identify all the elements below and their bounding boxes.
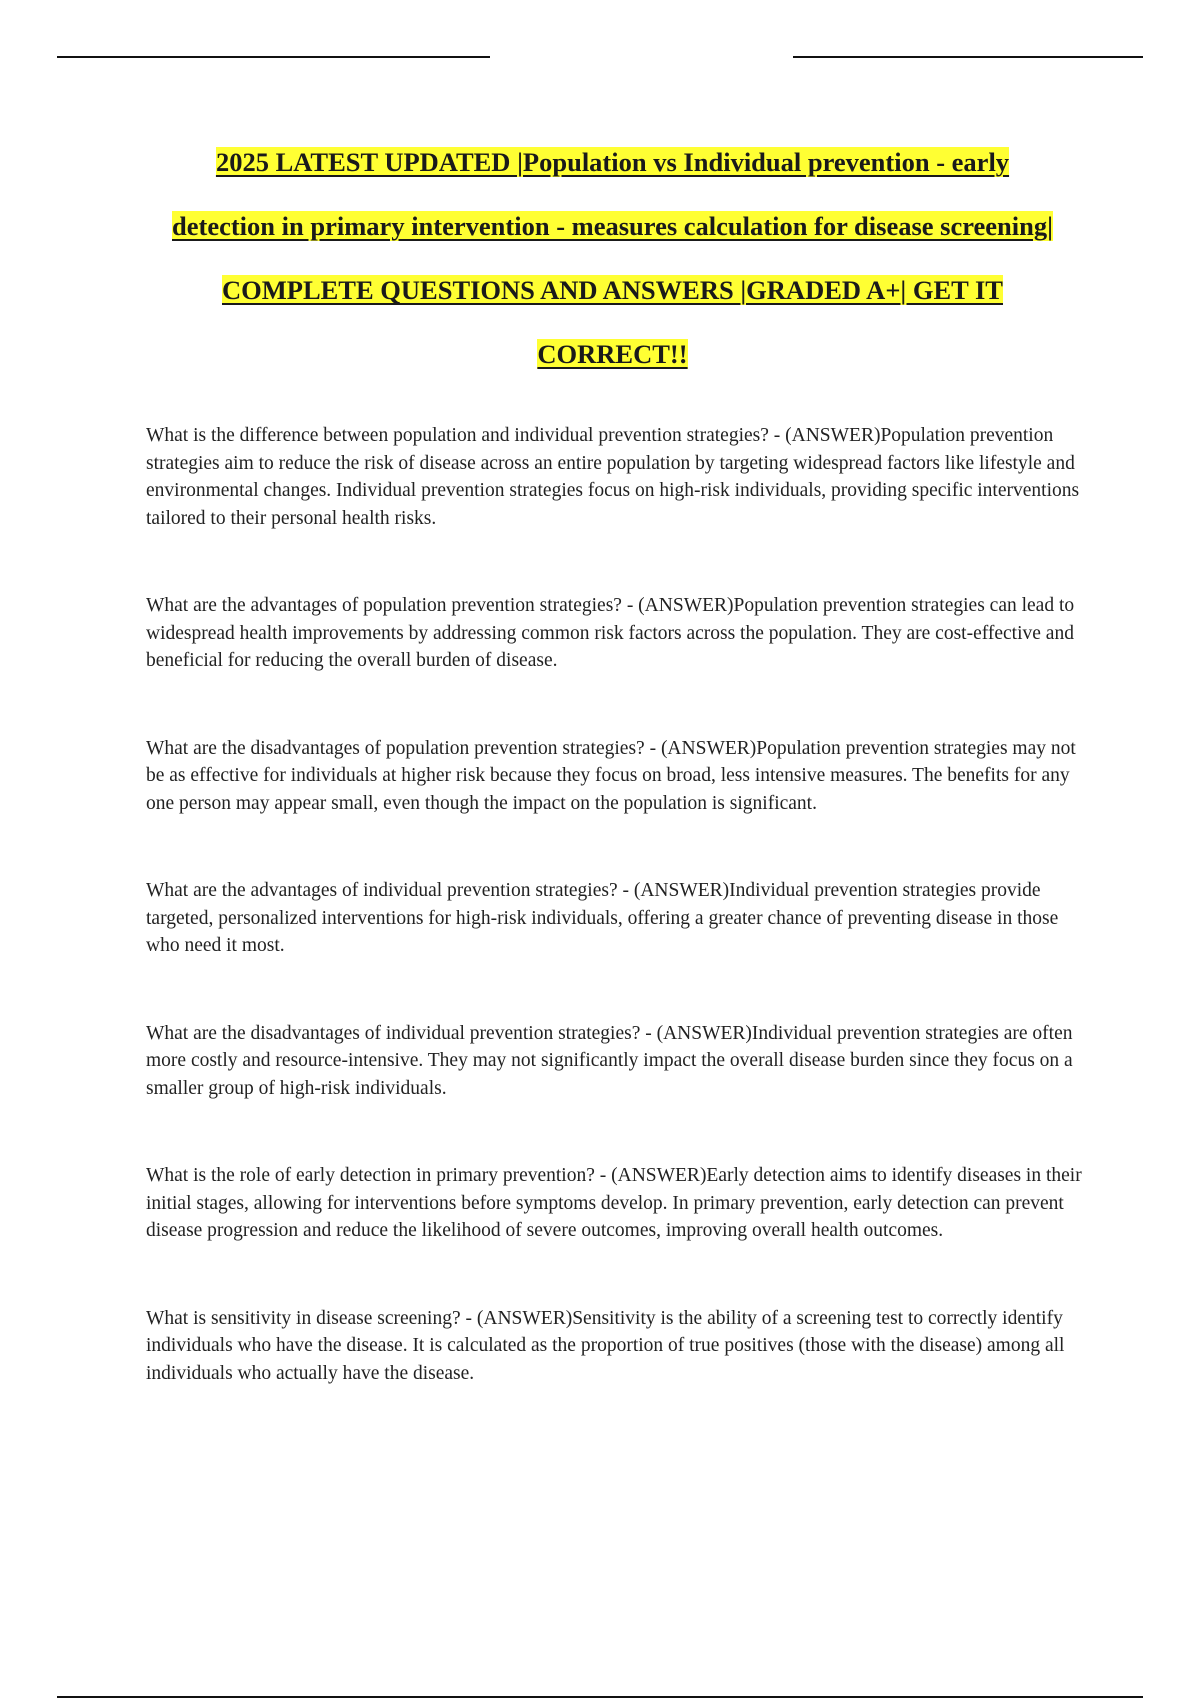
- footer-rule: [57, 1696, 1143, 1698]
- title-line-text: CORRECT!!: [537, 339, 688, 369]
- qa-item: What is the role of early detection in primary prevention? - (ANSWER)Early detection aims to identify diseases in their initial stages, allowing for interventions before symptoms develop. In primary prevention, early detection can prevent disease progression and reduce the likelihood of severe outcomes, improving overall health outcomes.: [146, 1165, 1082, 1241]
- title-line-text: detection in primary intervention - measures calculation for disease screening|: [172, 211, 1053, 241]
- qa-item: What is sensitivity in disease screening? - (ANSWER)Sensitivity is the ability of a screening test to correctly identify individuals who have the disease. It is calculated as the proportion of true positives (those with the disease) among all individuals who actually have the disease.: [146, 1307, 1065, 1384]
- header-rule-right: [793, 56, 1143, 58]
- header-rule-left: [57, 56, 490, 58]
- qa-item: What are the disadvantages of individual prevention strategies? - (ANSWER)Individual prevention strategies are often more costly and resource-intensive. They may not significantly impact the overall disease burden since they focus on a smaller group of high-risk individuals.: [146, 1022, 1073, 1099]
- qa-item: What are the advantages of individual prevention strategies? - (ANSWER)Individual prevention strategies provide targeted, personalized interventions for high-risk individuals, offering a greater chance of preventing disease in those who need it most.: [146, 880, 1059, 956]
- qa-list: [146, 422, 1096, 1387]
- title-line: [130, 140, 1095, 204]
- qa-item: What are the advantages of population prevention strategies? - (ANSWER)Population prevention strategies can lead to widespread health improvements by addressing common risk factors across the population. They are cost-effective and beneficial for reducing the overall burden of disease.: [146, 595, 1075, 671]
- qa-item: What are the disadvantages of population prevention strategies? - (ANSWER)Population prevention strategies may not be as effective for individuals at higher risk because they focus on broad, less intensive measures. The benefits for any one person may appear small, even though the impact on the population is significant.: [146, 737, 1076, 814]
- title-line-text: COMPLETE QUESTIONS AND ANSWERS |GRADED A+| GET IT: [222, 275, 1003, 305]
- qa-item: What is the difference between population and individual prevention strategies? - (ANSWER)Population prevention strategies aim to reduce the risk of disease across an entire population by targeting widespread factors like lifestyle and environmental changes. Individual prevention strategies focus on high-risk individuals, providing specific interventions tailored to their personal health risks.: [146, 425, 1080, 529]
- document-title: [130, 140, 1095, 396]
- title-line-text: 2025 LATEST UPDATED |Population vs Individual prevention - early: [215, 147, 1010, 177]
- title-line: [130, 204, 1095, 268]
- title-line: [130, 268, 1095, 332]
- title-line: [130, 332, 1095, 396]
